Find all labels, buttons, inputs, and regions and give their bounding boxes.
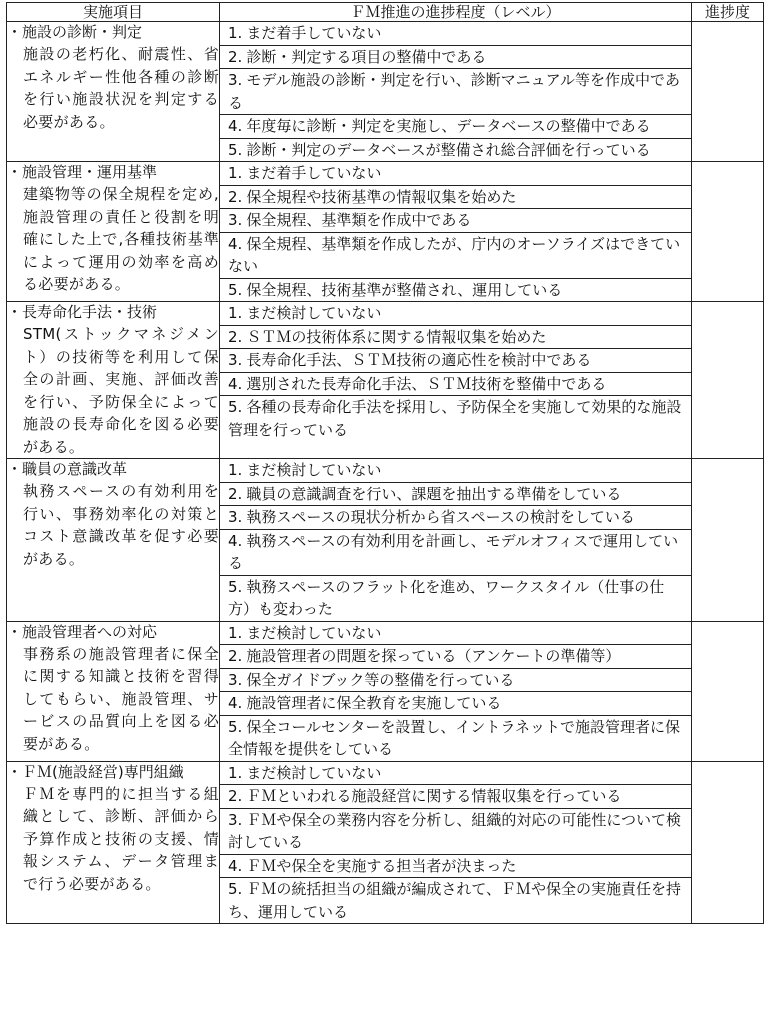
- level-text: 保全ガイドブック等の整備を行っている: [246, 670, 515, 689]
- item-description: 施設の老朽化、耐震性、省エネルギー性他各種の診断を行い施設状況を判定する必要がある。: [23, 45, 219, 131]
- item-cell: [7, 761, 220, 924]
- level-number: 1.: [228, 623, 243, 642]
- level-item: [220, 855, 691, 879]
- level-number: 4.: [228, 374, 243, 393]
- section-row: [7, 22, 764, 162]
- level-text: 各種の長寿命化手法を採用し、予防保全を実施して効果的な施設管理を行っている: [228, 398, 682, 439]
- level-item: [220, 785, 691, 809]
- level-number: 3.: [228, 810, 243, 829]
- level-number: 2.: [228, 647, 243, 665]
- level-number: 1.: [228, 24, 243, 42]
- level-item: [220, 483, 691, 507]
- level-text: 施設管理者に保全教育を実施している: [246, 694, 502, 712]
- level-item: [220, 139, 691, 162]
- level-text: モデル施設の診断・判定を行い、診断マニュアル等を作成中である: [228, 71, 680, 112]
- item-cell: [7, 459, 220, 622]
- level-number: 5.: [228, 717, 243, 736]
- item-cell: [7, 162, 220, 302]
- level-number: 3.: [228, 670, 243, 689]
- level-text: ＦＭといわれる施設経営に関する情報収集を行っている: [246, 787, 622, 805]
- level-item: [220, 506, 691, 530]
- item-title: ・職員の意識改革: [7, 460, 128, 478]
- level-number: 1.: [228, 164, 243, 182]
- level-item: [220, 233, 691, 279]
- level-item: [220, 530, 691, 576]
- level-number: 2.: [228, 484, 243, 503]
- level-text: 保全規程、技術基準が整備され、運用している: [246, 280, 563, 299]
- item-title: ・長寿命化手法・技術: [7, 303, 158, 321]
- progress-cell[interactable]: [692, 621, 764, 761]
- item-description: 事務系の施設管理者に保全に関する知識と技術を習得してもらい、施設管理、サービスの品質向上を図る必要がある。: [23, 644, 219, 753]
- level-text: 保全規程や技術基準の情報収集を始めた: [246, 187, 517, 206]
- level-item: [220, 716, 691, 761]
- level-number: 4.: [228, 234, 243, 253]
- level-text: 診断・判定のデータベースが整備され総合評価を行っている: [246, 140, 651, 159]
- level-item: [220, 349, 691, 373]
- level-item: [220, 186, 691, 210]
- level-number: 3.: [228, 351, 243, 369]
- level-item: [220, 396, 691, 441]
- level-item: [220, 576, 691, 621]
- level-cell: [220, 162, 692, 302]
- level-text: 執務スペースの現状分析から省スペースの検討をしている: [246, 508, 635, 526]
- level-number: 1.: [228, 304, 243, 322]
- level-text: まだ検討していない: [246, 763, 382, 782]
- level-text: まだ検討していない: [246, 461, 382, 479]
- level-text: まだ着手していない: [246, 24, 382, 42]
- level-number: 5.: [228, 140, 243, 159]
- item-title: ・施設の診断・判定: [7, 23, 143, 41]
- level-number: 4.: [228, 856, 243, 875]
- item-cell: [7, 22, 220, 162]
- level-number: 3.: [228, 211, 243, 229]
- level-item: [220, 326, 691, 350]
- progress-cell[interactable]: [692, 22, 764, 162]
- level-text: 選別された長寿命化手法、ＳＴＭ技術を整備中である: [246, 374, 607, 393]
- level-number: 2.: [228, 327, 243, 346]
- header-item: 実施項目: [7, 3, 220, 22]
- level-text: ＦＭや保全を実施する担当者が決まった: [246, 856, 517, 875]
- level-text: ＦＭの統括担当の組織が編成されて、ＦＭや保全の実施責任を持ち、運用している: [228, 880, 682, 921]
- level-text: 施設管理者の問題を探っている（アンケートの準備等）: [246, 647, 621, 665]
- level-item: [220, 22, 691, 46]
- level-cell: [220, 761, 692, 924]
- level-number: 4.: [228, 531, 243, 550]
- progress-cell[interactable]: [692, 761, 764, 924]
- level-item: [220, 645, 691, 669]
- level-cell: [220, 302, 692, 459]
- item-description: STM(ストックマネジメント）の技術等を利用して保全の計画、実施、評価改善を行い、予防保全によって施設の長寿命化を図る必要がある。: [23, 325, 219, 456]
- progress-cell[interactable]: [692, 162, 764, 302]
- level-item: [220, 302, 691, 326]
- section-row: [7, 459, 764, 622]
- item-title: ・ＦＭ(施設経営)専門組織: [7, 762, 184, 781]
- level-number: 4.: [228, 117, 243, 135]
- level-number: 1.: [228, 461, 243, 479]
- level-text: 保全コールセンターを設置し、イントラネットで施設管理者に保全情報を提供をしている: [228, 717, 680, 758]
- level-text: 執務スペースのフラット化を進め、ワークスタイル（仕事の仕方）も変わった: [228, 577, 665, 618]
- level-text: まだ着手していない: [246, 164, 382, 182]
- level-item: [220, 809, 691, 855]
- header-row: [7, 3, 764, 22]
- item-description: ＦＭを専門的に担当する組織として、診断、評価から予算作成と技術の支援、情報システム、データ管理まで行う必要がある。: [23, 784, 219, 893]
- level-number: 3.: [228, 71, 243, 89]
- level-item: [220, 622, 691, 646]
- section-row: [7, 162, 764, 302]
- section-row: [7, 302, 764, 459]
- progress-cell[interactable]: [692, 459, 764, 622]
- level-number: 1.: [228, 763, 243, 782]
- level-cell: [220, 621, 692, 761]
- section-row: [7, 761, 764, 924]
- level-text: 執務スペースの有効利用を計画し、モデルオフィスで運用している: [228, 531, 679, 572]
- header-progress: 進捗度: [692, 3, 764, 22]
- level-text: 保全規程、基準類を作成したが、庁内のオーソライズはできていない: [228, 234, 681, 275]
- level-number: 5.: [228, 280, 243, 299]
- level-item: [220, 46, 691, 70]
- fm-progress-table: [6, 2, 764, 924]
- level-number: 5.: [228, 880, 243, 898]
- item-cell: [7, 621, 220, 761]
- section-row: [7, 621, 764, 761]
- level-number: 4.: [228, 694, 243, 712]
- progress-cell[interactable]: [692, 302, 764, 459]
- level-text: 職員の意識調査を行い、課題を抽出する準備をしている: [246, 484, 622, 503]
- level-text: 保全規程、基準類を作成中である: [246, 211, 472, 229]
- level-item: [220, 459, 691, 483]
- level-number: 3.: [228, 508, 243, 526]
- item-description: 執務スペースの有効利用を行い、事務効率化の対策とコスト意識改革を促す必要がある。: [23, 482, 219, 568]
- item-description: 建築物等の保全規程を定め,施設管理の責任と役割を明確にした上で,各種技術基準によって運用の効率を高める必要がある。: [23, 185, 219, 293]
- level-number: 5.: [228, 398, 243, 416]
- item-title: ・施設管理者への対応: [7, 622, 158, 641]
- level-cell: [220, 22, 692, 162]
- level-item: [220, 209, 691, 233]
- level-text: ＳＴＭの技術体系に関する情報収集を始めた: [246, 327, 547, 346]
- level-number: 2.: [228, 787, 243, 805]
- level-text: まだ検討していない: [246, 623, 382, 642]
- level-text: 長寿命化手法、ＳＴＭ技術の適応性を検討中である: [246, 351, 592, 369]
- level-cell: [220, 459, 692, 622]
- header-level: ＦＭ推進の進捗程度（レベル）: [220, 3, 692, 22]
- level-item: [220, 762, 691, 786]
- item-cell: [7, 302, 220, 459]
- level-item: [220, 279, 691, 302]
- level-text: 年度毎に診断・判定を実施し、データベースの整備中である: [246, 117, 651, 135]
- level-text: ＦＭや保全の業務内容を分析し、組織的対応の可能性について検討している: [228, 810, 682, 851]
- level-item: [220, 69, 691, 115]
- level-item: [220, 162, 691, 186]
- level-number: 2.: [228, 187, 243, 206]
- level-number: 2.: [228, 47, 243, 66]
- level-text: 診断・判定する項目の整備中である: [246, 47, 487, 66]
- level-text: まだ検討していない: [246, 304, 382, 322]
- level-item: [220, 115, 691, 139]
- item-title: ・施設管理・運用基準: [7, 163, 158, 181]
- level-item: [220, 373, 691, 397]
- level-item: [220, 878, 691, 923]
- level-item: [220, 692, 691, 716]
- level-number: 5.: [228, 577, 243, 596]
- level-item: [220, 669, 691, 693]
